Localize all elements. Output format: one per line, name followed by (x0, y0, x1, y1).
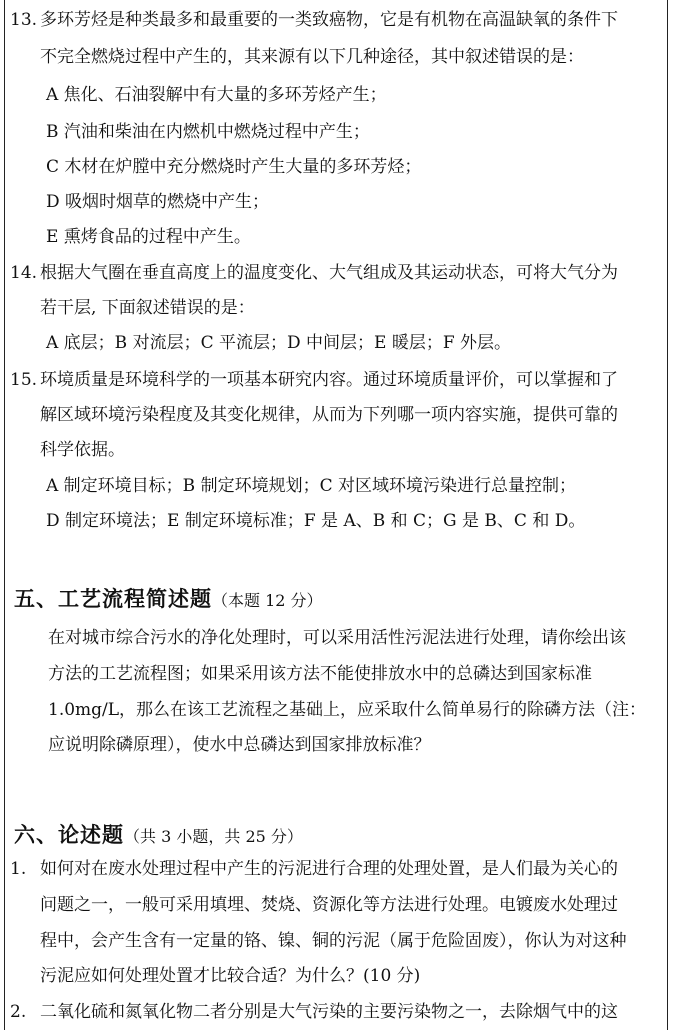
options-line: A 制定环境目标；B 制定环境规划；C 对区域环境污染进行总量控制； (46, 476, 576, 496)
question-text-line: 二氧化硫和氮氧化物二者分别是大气污染的主要污染物之一，去除烟气中的这 (40, 1002, 618, 1022)
section-score: （本题 12 分） (212, 591, 323, 610)
paragraph-line: 1.0mg/L，那么在该工艺流程之基础上，应采取什么简单易行的除磷方法（注： (48, 700, 647, 720)
paragraph-line: 应说明除磷原理），使水中总磷达到国家排放标准？ (48, 735, 431, 755)
question-text-line: 如何对在废水处理过程中产生的污泥进行合理的处理处置，是人们最为关心的 (40, 859, 618, 879)
question-text-line: 污泥应如何处理处置才比较合适？为什么？(10 分) (40, 966, 421, 986)
option-c: C 木材在炉膛中充分燃烧时产生大量的多环芳烃； (46, 157, 422, 177)
question-number: 13. (10, 10, 38, 30)
paragraph-line: 方法的工艺流程图；如果采用该方法不能使排放水中的总磷达到国家标准 (48, 664, 592, 684)
question-number: 15. (10, 370, 38, 390)
section-title: 六、论述题 (14, 822, 124, 847)
section-heading (14, 583, 323, 613)
question-number: 1. (10, 859, 27, 879)
question-text-line: 环境质量是环境科学的一项基本研究内容。通过环境质量评价，可以掌握和了 (40, 370, 618, 390)
option-b: B 汽油和柴油在内燃机中燃烧过程中产生； (46, 122, 370, 142)
question-number: 14. (10, 263, 38, 283)
section-heading (14, 819, 303, 849)
question-text-line: 根据大气圈在垂直高度上的温度变化、大气组成及其运动状态，可将大气分为 (40, 263, 618, 283)
question-text-line: 解区域环境污染程度及其变化规律，从而为下列哪一项内容实施，提供可靠的 (40, 405, 618, 425)
option-a: A 焦化、石油裂解中有大量的多环芳烃产生； (46, 85, 387, 105)
options-line: D 制定环境法；E 制定环境标准；F 是 A、B 和 C；G 是 B、C 和 D。 (46, 511, 586, 531)
question-text-line: 问题之一，一般可采用填埋、焚烧、资源化等方法进行处理。电镀废水处理过 (40, 895, 618, 915)
question-text-line: 不完全燃烧过程中产生的，其来源有以下几种途径，其中叙述错误的是： (40, 47, 584, 67)
option-e: E 熏烤食品的过程中产生。 (46, 227, 251, 247)
section-title: 五、工艺流程简述题 (14, 586, 212, 611)
question-number: 2. (10, 1002, 27, 1022)
option-d: D 吸烟时烟草的燃烧中产生； (46, 192, 270, 212)
paragraph-line: 在对城市综合污水的净化处理时，可以采用活性污泥法进行处理，请你绘出该 (48, 628, 626, 648)
question-text-line: 多环芳烃是种类最多和最重要的一类致癌物，它是有机物在高温缺氧的条件下 (40, 10, 618, 30)
question-text-line: 若干层, 下面叙述错误的是： (40, 298, 255, 318)
question-text-line: 程中，会产生含有一定量的铬、镍、铜的污泥（属于危险固废），你认为对这种 (40, 931, 627, 951)
section-score: （共 3 小题，共 25 分） (124, 827, 303, 846)
question-text-line: 科学依据。 (40, 440, 125, 460)
options-line: A 底层；B 对流层；C 平流层；D 中间层；E 暖层；F 外层。 (46, 333, 512, 353)
